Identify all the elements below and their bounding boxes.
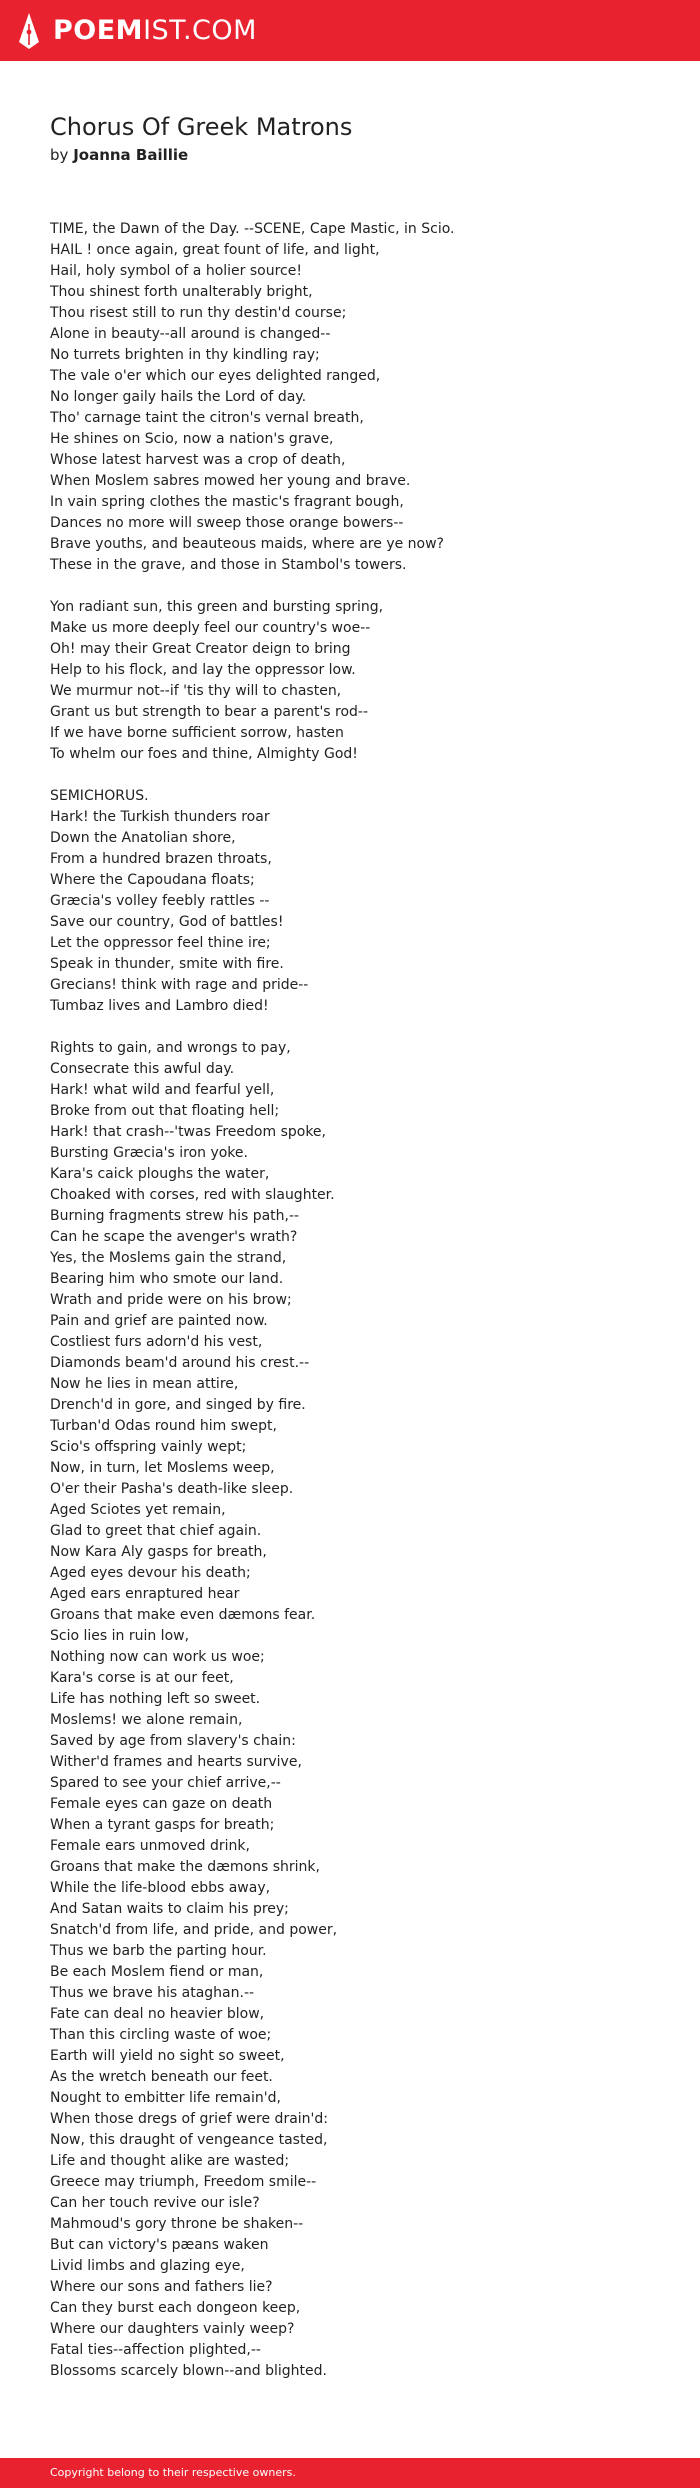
poem-line: Moslems! we alone remain, bbox=[50, 1712, 243, 1728]
poem-line: Brave youths, and beauteous maids, where are ye now? bbox=[50, 536, 444, 552]
poem-line: No longer gaily hails the Lord of day. bbox=[50, 389, 307, 405]
poem-line: Broke from out that floating hell; bbox=[50, 1103, 280, 1119]
poem-line: O'er their Pasha's death-like sleep. bbox=[50, 1481, 294, 1497]
poem-line: Fate can deal no heavier blow, bbox=[50, 2006, 265, 2022]
poem-line: Let the oppressor feel thine ire; bbox=[50, 935, 271, 951]
poem-line: Snatch'd from life, and pride, and power, bbox=[50, 1922, 338, 1938]
poem-line: Now he lies in mean attire, bbox=[50, 1376, 239, 1392]
poem-line: Mahmoud's gory throne be shaken-- bbox=[50, 2216, 304, 2232]
poem-line: When Moslem sabres mowed her young and brave. bbox=[50, 473, 411, 489]
poem-line: Than this circling waste of woe; bbox=[50, 2027, 272, 2043]
copyright-text: Copyright belong to their respective owners. bbox=[50, 2466, 296, 2479]
poem-line: Aged ears enraptured hear bbox=[50, 1586, 240, 1602]
poem-line: Speak in thunder, smite with fire. bbox=[50, 956, 284, 972]
poem-line: Whose latest harvest was a crop of death, bbox=[50, 452, 346, 468]
poem-heading bbox=[50, 110, 660, 166]
poem-line: Now, in turn, let Moslems weep, bbox=[50, 1460, 275, 1476]
poem-line: Earth will yield no sight so sweet, bbox=[50, 2048, 285, 2064]
poem-line: Be each Moslem fiend or man, bbox=[50, 1964, 264, 1980]
poem-line: Groans that make even dæmons fear. bbox=[50, 1607, 316, 1623]
poem-line: Greece may triumph, Freedom smile-- bbox=[50, 2174, 317, 2190]
poem-line: Grecians! think with rage and pride-- bbox=[50, 977, 309, 993]
poem-line: SEMICHORUS. bbox=[50, 788, 149, 804]
poem-line: Fatal ties--affection plighted,-- bbox=[50, 2342, 261, 2358]
poem-line: Female ears unmoved drink, bbox=[50, 1838, 250, 1854]
logo-wordmark-strong: POEM bbox=[53, 15, 144, 46]
poem-line: And Satan waits to claim his prey; bbox=[50, 1901, 289, 1917]
poem-line: Hail, holy symbol of a holier source! bbox=[50, 263, 302, 279]
poem-line: Thus we brave his ataghan.-- bbox=[50, 1985, 255, 2001]
poem-line: In vain spring clothes the mastic's fragrant bough, bbox=[50, 494, 404, 510]
poem-line: Yon radiant sun, this green and bursting spring, bbox=[50, 599, 384, 615]
poem-line: Burning fragments strew his path,-- bbox=[50, 1208, 300, 1224]
poem-line: Scio lies in ruin low, bbox=[50, 1628, 190, 1644]
poem-line: TIME, the Dawn of the Day. --SCENE, Cape Mastic, in Scio. bbox=[50, 221, 455, 237]
site-footer bbox=[0, 2458, 700, 2488]
poem-stanza bbox=[50, 786, 660, 1017]
poem-line: Female eyes can gaze on death bbox=[50, 1796, 273, 1812]
poem-line: Choaked with corses, red with slaughter. bbox=[50, 1187, 335, 1203]
poem-line: Can they burst each dongeon keep, bbox=[50, 2300, 301, 2316]
poem-line: Bearing him who smote our land. bbox=[50, 1271, 284, 1287]
poem-line: Where our sons and fathers lie? bbox=[50, 2279, 273, 2295]
poem-line: As the wretch beneath our feet. bbox=[50, 2069, 273, 2085]
poem-line: Drench'd in gore, and singed by fire. bbox=[50, 1397, 306, 1413]
poem-line: Save our country, God of battles! bbox=[50, 914, 284, 930]
poem-line: Groans that make the dæmons shrink, bbox=[50, 1859, 320, 1875]
poem-line: To whelm our foes and thine, Almighty God! bbox=[50, 746, 358, 762]
poem-line: Down the Anatolian shore, bbox=[50, 830, 236, 846]
poem-line: Now Kara Aly gasps for breath, bbox=[50, 1544, 267, 1560]
poem-line: No turrets brighten in thy kindling ray; bbox=[50, 347, 320, 363]
poem-line: Rights to gain, and wrongs to pay, bbox=[50, 1040, 291, 1056]
poem-line: Diamonds beam'd around his crest.-- bbox=[50, 1355, 310, 1371]
poem-line: Aged Sciotes yet remain, bbox=[50, 1502, 226, 1518]
logo-wordmark-light: IST.COM bbox=[143, 15, 257, 46]
poem-line: Consecrate this awful day. bbox=[50, 1061, 235, 1077]
poem-line: Aged eyes devour his death; bbox=[50, 1565, 251, 1581]
byline-by-label: by bbox=[50, 146, 69, 164]
poem-line: Alone in beauty--all around is changed-- bbox=[50, 326, 331, 342]
poem-stanza bbox=[50, 597, 660, 765]
site-logo[interactable] bbox=[18, 12, 257, 50]
poem-line: Hark! that crash--'twas Freedom spoke, bbox=[50, 1124, 326, 1140]
poem-body bbox=[50, 219, 660, 2403]
poem-line: He shines on Scio, now a nation's grave, bbox=[50, 431, 334, 447]
poem-line: Saved by age from slavery's chain: bbox=[50, 1733, 296, 1749]
poem-line: Hark! the Turkish thunders roar bbox=[50, 809, 270, 825]
poem-line: Nought to embitter life remain'd, bbox=[50, 2090, 281, 2106]
poem-line: Hark! what wild and fearful yell, bbox=[50, 1082, 275, 1098]
poem-line: Kara's caick ploughs the water, bbox=[50, 1166, 270, 1182]
poem-line: Tumbaz lives and Lambro died! bbox=[50, 998, 269, 1014]
poem-line: These in the grave, and those in Stambol's towers. bbox=[50, 557, 407, 573]
poem-line: Scio's offspring vainly wept; bbox=[50, 1439, 247, 1455]
site-header bbox=[0, 0, 700, 61]
poem-line: Thus we barb the parting hour. bbox=[50, 1943, 267, 1959]
poem-line: Turban'd Odas round him swept, bbox=[50, 1418, 277, 1434]
poem-line: Can he scape the avenger's wrath? bbox=[50, 1229, 298, 1245]
poem-line: From a hundred brazen throats, bbox=[50, 851, 272, 867]
poem-line: But can victory's pæans waken bbox=[50, 2237, 269, 2253]
poem-stanza bbox=[50, 219, 660, 576]
poem-line: Wrath and pride were on his brow; bbox=[50, 1292, 292, 1308]
poem-line: Now, this draught of vengeance tasted, bbox=[50, 2132, 328, 2148]
poem-line: Thou risest still to run thy destin'd course; bbox=[50, 305, 347, 321]
poem-line: While the life-blood ebbs away, bbox=[50, 1880, 271, 1896]
poem-title: Chorus Of Greek Matrons bbox=[50, 113, 353, 141]
poem-line: Blossoms scarcely blown--and blighted. bbox=[50, 2363, 327, 2379]
poem-line: Spared to see your chief arrive,-- bbox=[50, 1775, 281, 1791]
poem-line: We murmur not--if 'tis thy will to chasten, bbox=[50, 683, 342, 699]
author-link[interactable]: Joanna Baillie bbox=[73, 146, 189, 164]
poem-line: Oh! may their Great Creator deign to bring bbox=[50, 641, 351, 657]
poem-line: Thou shinest forth unalterably bright, bbox=[50, 284, 313, 300]
poem-line: Livid limbs and glazing eye, bbox=[50, 2258, 245, 2274]
poem-line: Kara's corse is at our feet, bbox=[50, 1670, 234, 1686]
poem-line: Dances no more will sweep those orange bowers-- bbox=[50, 515, 404, 531]
poem-stanza bbox=[50, 1038, 660, 2382]
poem-line: When those dregs of grief were drain'd: bbox=[50, 2111, 328, 2127]
poem-line: HAIL ! once again, great fount of life, and light, bbox=[50, 242, 380, 258]
poem-line: Where the Capoudana floats; bbox=[50, 872, 255, 888]
poem-line: Nothing now can work us woe; bbox=[50, 1649, 265, 1665]
poem-line: Life has nothing left so sweet. bbox=[50, 1691, 261, 1707]
poem-line: Life and thought alike are wasted; bbox=[50, 2153, 290, 2169]
logo-wordmark bbox=[53, 12, 257, 50]
poem-line: Help to his flock, and lay the oppressor low. bbox=[50, 662, 356, 678]
poem-line: Where our daughters vainly weep? bbox=[50, 2321, 295, 2337]
poem-line: When a tyrant gasps for breath; bbox=[50, 1817, 275, 1833]
poem-line: Can her touch revive our isle? bbox=[50, 2195, 260, 2211]
poem-line: Wither'd frames and hearts survive, bbox=[50, 1754, 302, 1770]
poem-line: Bursting Græcia's iron yoke. bbox=[50, 1145, 248, 1161]
poem-line: Grant us but strength to bear a parent's rod-- bbox=[50, 704, 369, 720]
poem-line: If we have borne sufficient sorrow, hasten bbox=[50, 725, 344, 741]
poem-line: Costliest furs adorn'd his vest, bbox=[50, 1334, 263, 1350]
poem-line: Glad to greet that chief again. bbox=[50, 1523, 262, 1539]
poem-line: Græcia's volley feebly rattles -- bbox=[50, 893, 270, 909]
poem-line: Pain and grief are painted now. bbox=[50, 1313, 268, 1329]
quill-nib-icon bbox=[18, 12, 40, 50]
poem-line: Tho' carnage taint the citron's vernal breath, bbox=[50, 410, 364, 426]
poem-line: The vale o'er which our eyes delighted ranged, bbox=[50, 368, 381, 384]
poem-line: Make us more deeply feel our country's woe-- bbox=[50, 620, 371, 636]
byline bbox=[50, 144, 660, 166]
poem-line: Yes, the Moslems gain the strand, bbox=[50, 1250, 287, 1266]
